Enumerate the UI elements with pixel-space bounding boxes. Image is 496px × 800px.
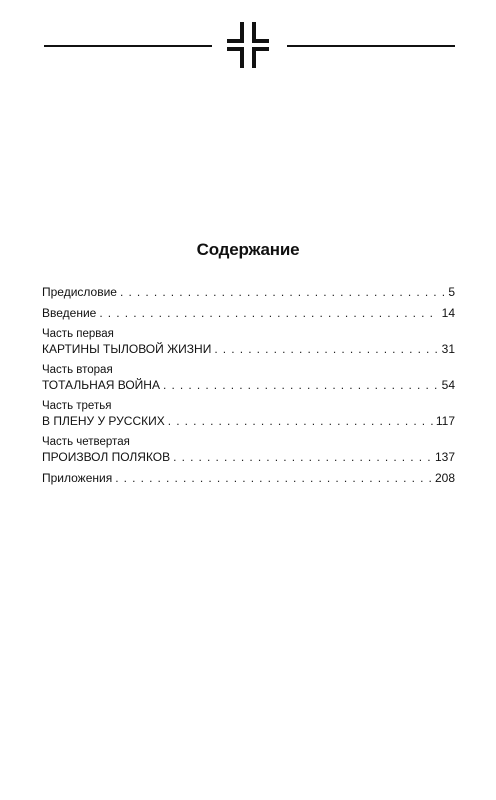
toc-page-number: 31: [441, 342, 455, 356]
leader-dots: [173, 450, 432, 465]
toc-entry-label: ПРОИЗВОЛ ПОЛЯКОВ: [42, 450, 171, 464]
toc-page-number: 137: [434, 450, 455, 464]
toc-entry: [42, 327, 455, 357]
toc-entry-label: Приложения: [42, 471, 113, 485]
toc-part-label: Часть третья: [42, 400, 112, 412]
toc-entry: [42, 306, 455, 321]
leader-dots: [99, 306, 438, 321]
toc-entry: [42, 285, 455, 300]
toc-entry-label: ТОТАЛЬНАЯ ВОЙНА: [42, 378, 160, 392]
cross-ornament-icon: [227, 22, 269, 68]
toc-line[interactable]: [42, 306, 455, 321]
toc-entry-label: В ПЛЕНУ У РУССКИХ: [42, 414, 165, 428]
leader-dots: [163, 378, 439, 393]
toc-page-number: 117: [435, 414, 455, 428]
toc-line[interactable]: [42, 471, 455, 486]
toc-entry: [42, 363, 455, 393]
toc-page-number: 208: [434, 471, 455, 485]
toc-line[interactable]: [42, 285, 455, 300]
toc-line[interactable]: [42, 414, 455, 429]
toc-page-number: 54: [441, 378, 455, 392]
table-of-contents: [42, 285, 455, 492]
left-rule: [44, 45, 212, 47]
right-rule: [287, 45, 455, 47]
toc-entry: [42, 435, 455, 465]
leader-dots: [168, 414, 433, 429]
toc-entry-label: Предисловие: [42, 285, 117, 299]
toc-part-label: Часть вторая: [42, 364, 113, 376]
toc-entry: [42, 399, 455, 429]
toc-entry-label: Введение: [42, 306, 97, 320]
leader-dots: [115, 471, 432, 486]
toc-page-number: 14: [441, 306, 455, 320]
page-title: Содержание: [196, 240, 300, 259]
toc-line[interactable]: [42, 342, 455, 357]
toc-line[interactable]: [42, 378, 455, 393]
toc-line[interactable]: [42, 450, 455, 465]
toc-part-label: Часть первая: [42, 328, 114, 340]
leader-dots: [120, 285, 445, 300]
toc-entry: [42, 471, 455, 486]
toc-entry-label: КАРТИНЫ ТЫЛОВОЙ ЖИЗНИ: [42, 342, 212, 356]
toc-page-number: 5: [448, 285, 455, 299]
toc-part-label: Часть четвертая: [42, 436, 130, 448]
header-ornament: [0, 0, 496, 80]
leader-dots: [214, 342, 438, 357]
